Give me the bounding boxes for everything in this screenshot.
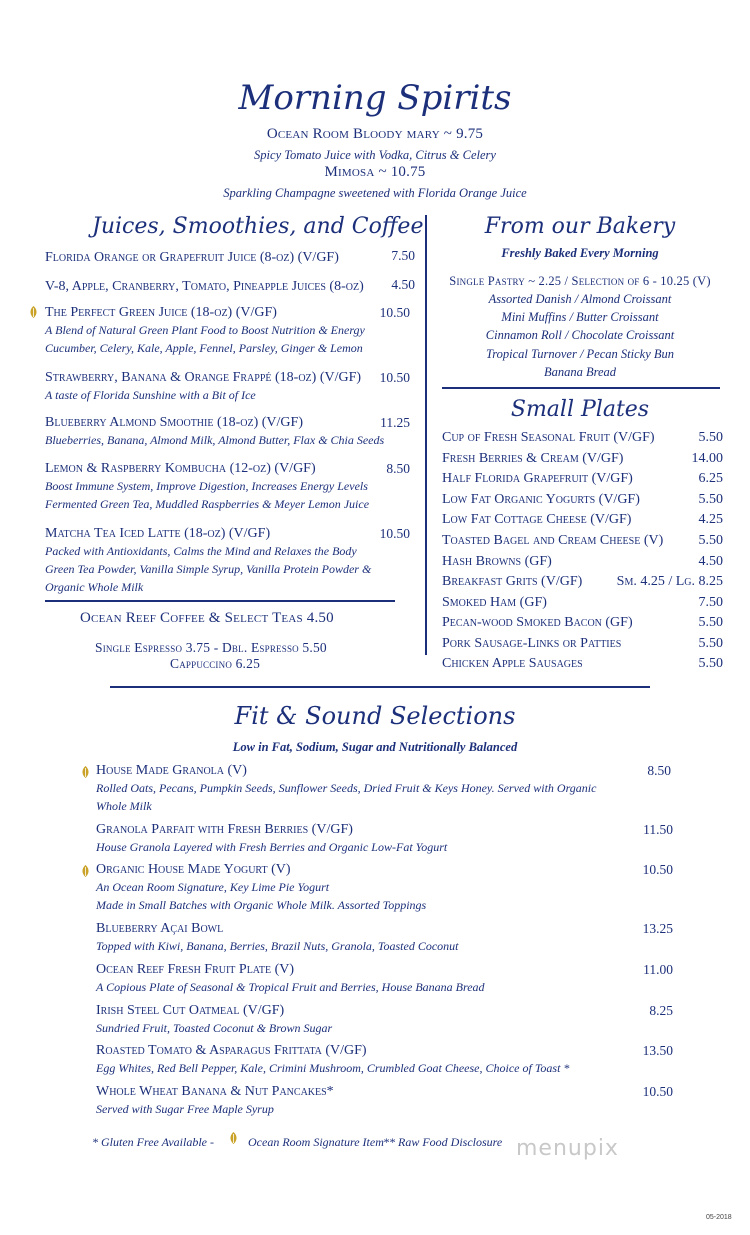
item-price: 5.50 [698,430,723,445]
item-desc: Served with Sugar Free Maple Syrup [96,1102,274,1116]
small-plate-row [442,595,723,611]
item-name: The Perfect Green Juice (18-oz) (V/GF) [45,305,277,320]
signature-leaf-icon [80,765,91,779]
item-name: Cup of Fresh Seasonal Fruit (V/GF) [442,430,655,445]
small-plates-title: Small Plates [510,397,650,422]
item-name: Florida Orange or Grapefruit Juice (8-oz) (V/GF) [45,250,339,265]
small-plate-row [442,430,723,446]
divider [442,387,720,389]
divider [110,686,650,688]
column-divider [425,215,427,655]
item-price: 10.50 [379,526,410,541]
bakery-line: Cinnamon Roll / Chocolate Croissant [485,328,675,342]
fit-subtitle: Low in Fat, Sodium, Sugar and Nutritionally Balanced [232,740,518,754]
item-price: 6.25 [698,471,723,486]
item-price: 13.25 [642,921,673,936]
menu-item [96,1084,676,1118]
item-price: 10.50 [642,1084,673,1099]
menu-item [96,763,676,815]
item-desc: House Granola Layered with Fresh Berries and Organic Low-Fat Yogurt [96,840,448,854]
signature-leaf-icon [228,1131,239,1145]
bloody-mary-desc: Spicy Tomato Juice with Vodka, Citrus & Celery [254,148,496,162]
small-plate-row [442,451,723,467]
item-desc: A taste of Florida Sunshine with a Bit of Ice [45,388,256,402]
menu-item [96,962,676,996]
item-name: Blueberry Almond Smoothie (18-oz) (V/GF) [45,415,303,430]
item-desc: Organic Whole Milk [45,580,144,594]
bakery-pricing: Single Pastry ~ 2.25 / Selection of 6 - 10.25 (V) [449,274,711,288]
item-name: Whole Wheat Banana & Nut Pancakes* [96,1084,334,1099]
raw-note: ** Raw Food Disclosure [383,1135,503,1149]
item-desc: Whole Milk [96,799,152,813]
item-price: 11.00 [643,962,673,977]
item-price: 8.25 [649,1003,673,1018]
item-price: 5.50 [698,636,723,651]
item-desc: Rolled Oats, Pecans, Pumpkin Seeds, Sunflower Seeds, Dried Fruit & Keys Honey. Served with Organic [96,781,597,795]
item-desc: Topped with Kiwi, Banana, Berries, Brazil Nuts, Granola, Toasted Coconut [96,939,459,953]
item-name: Smoked Ham (GF) [442,595,547,610]
item-name: Low Fat Organic Yogurts (V/GF) [442,492,640,507]
item-name: Strawberry, Banana & Orange Frappé (18-oz) (V/GF) [45,370,362,385]
item-price: 11.50 [643,822,673,837]
item-price: 7.50 [698,595,723,610]
bloody-mary: Ocean Room Bloody mary ~ 9.75 [266,126,484,142]
item-desc: Boost Immune System, Improve Digestion, Increases Energy Levels [45,479,368,493]
divider [45,600,395,602]
item-name: V-8, Apple, Cranberry, Tomato, Pineapple Juices (8-oz) [45,279,364,294]
espresso-line: Single Espresso 3.75 - Dbl. Espresso 5.50 [95,640,327,655]
bakery-line: Mini Muffins / Butter Croissant [501,310,659,324]
item-name: Breakfast Grits (V/GF) [442,574,583,589]
signature-leaf-icon [80,864,91,878]
small-plate-row [442,471,723,487]
item-price: 5.50 [698,492,723,507]
item-name: Roasted Tomato & Asparagus Frittata (V/GF) [96,1043,367,1058]
menu-item [45,526,415,596]
item-name: Pecan-wood Smoked Bacon (GF) [442,615,633,630]
item-price: 14.00 [691,451,723,466]
date-code: 05-2018 [706,1214,732,1221]
item-desc: A Copious Plate of Seasonal & Tropical Fruit and Berries, House Banana Bread [96,980,485,994]
item-desc: Packed with Antioxidants, Calms the Mind and Relaxes the Body [45,544,357,558]
item-price: 5.50 [698,656,723,671]
item-desc: Cucumber, Celery, Kale, Apple, Fennel, Parsley, Ginger & Lemon [45,341,363,355]
item-price: 5.50 [698,533,723,548]
menu-item [96,822,676,856]
item-name: Lemon & Raspberry Kombucha (12-oz) (V/GF) [45,461,316,476]
item-name: Toasted Bagel and Cream Cheese (V) [442,533,664,548]
small-plate-row [442,512,723,528]
item-price: 4.50 [391,277,415,292]
menu-item [45,461,415,513]
item-price: 11.25 [380,415,410,430]
small-plate-row [442,615,723,631]
item-name: Hash Browns (GF) [442,554,552,569]
menu-item [96,1043,676,1077]
juices-title: Juices, Smoothies, and Coffee [92,214,424,239]
item-name: Pork Sausage-Links or Patties [442,636,622,651]
mimosa: Mimosa ~ 10.75 [324,164,426,180]
menu-item [96,862,676,914]
item-price: 10.50 [379,305,410,320]
item-desc: Egg Whites, Red Bell Pepper, Kale, Crimini Mushroom, Crumbled Goat Cheese, Choice of Toast * [96,1061,570,1075]
item-price: 10.50 [642,862,673,877]
coffee-line: Ocean Reef Coffee & Select Teas 4.50 [80,610,334,626]
menu-item [45,415,415,449]
bakery-subtitle: Freshly Baked Every Morning [501,246,659,260]
item-price: 4.25 [698,512,723,527]
bakery-title: From our Bakery [484,214,676,239]
item-name: Low Fat Cottage Cheese (V/GF) [442,512,632,527]
item-name: Fresh Berries & Cream (V/GF) [442,451,624,466]
item-name: Granola Parfait with Fresh Berries (V/GF) [96,822,353,837]
menu-item [45,370,415,404]
item-name: Half Florida Grapefruit (V/GF) [442,471,633,486]
item-desc: An Ocean Room Signature, Key Lime Pie Yogurt [96,880,330,894]
item-desc: Made in Small Batches with Organic Whole Milk. Assorted Toppings [96,898,427,912]
item-price: 5.50 [698,615,723,630]
bakery-line: Assorted Danish / Almond Croissant [488,292,672,306]
signature-leaf-icon [28,305,39,319]
item-desc: Blueberries, Banana, Almond Milk, Almond Butter, Flax & Chia Seeds [45,433,385,447]
item-name: Ocean Reef Fresh Fruit Plate (V) [96,962,295,977]
mimosa-desc: Sparkling Champagne sweetened with Florida Orange Juice [223,186,527,200]
item-name: Matcha Tea Iced Latte (18-oz) (V/GF) [45,526,271,541]
bakery-line: Banana Bread [543,365,617,379]
morning-spirits-title: Morning Spirits [238,78,512,118]
item-price: 8.50 [386,461,410,476]
item-desc: Fermented Green Tea, Muddled Raspberries & Meyer Lemon Juice [45,497,370,511]
small-plate-row [442,656,723,672]
item-name: House Made Granola (V) [96,763,247,778]
item-price: 4.50 [698,554,723,569]
item-price: 8.50 [647,763,671,778]
watermark: menupix [516,1136,619,1161]
cappuccino-line: Cappuccino 6.25 [170,656,261,671]
item-desc: Sundried Fruit, Toasted Coconut & Brown Sugar [96,1021,333,1035]
item-desc: Green Tea Powder, Vanilla Simple Syrup, Vanilla Protein Powder & [45,562,372,576]
fit-title: Fit & Sound Selections [234,702,516,730]
menu-item [96,1003,676,1037]
signature-note: Ocean Room Signature Item [248,1135,384,1149]
menu-item [45,305,415,357]
bakery-line: Tropical Turnover / Pecan Sticky Bun [485,347,675,361]
small-plate-row [442,492,723,508]
item-name: Organic House Made Yogurt (V) [96,862,291,877]
small-plate-row [442,574,723,590]
small-plate-row [442,533,723,549]
gluten-note: * Gluten Free Available - [92,1135,214,1149]
small-plate-row [442,554,723,570]
small-plate-row [442,636,723,652]
item-price: Sm. 4.25 / Lg. 8.25 [616,574,723,589]
item-name: Irish Steel Cut Oatmeal (V/GF) [96,1003,285,1018]
item-desc: A Blend of Natural Green Plant Food to Boost Nutrition & Energy [45,323,365,337]
item-name: Blueberry Açai Bowl [96,921,224,936]
item-price: 7.50 [391,248,415,263]
item-price: 10.50 [379,370,410,385]
item-price: 13.50 [642,1043,673,1058]
item-name: Chicken Apple Sausages [442,656,583,671]
menu-item [45,248,415,266]
menu-item [45,277,415,295]
menu-item [96,921,676,955]
